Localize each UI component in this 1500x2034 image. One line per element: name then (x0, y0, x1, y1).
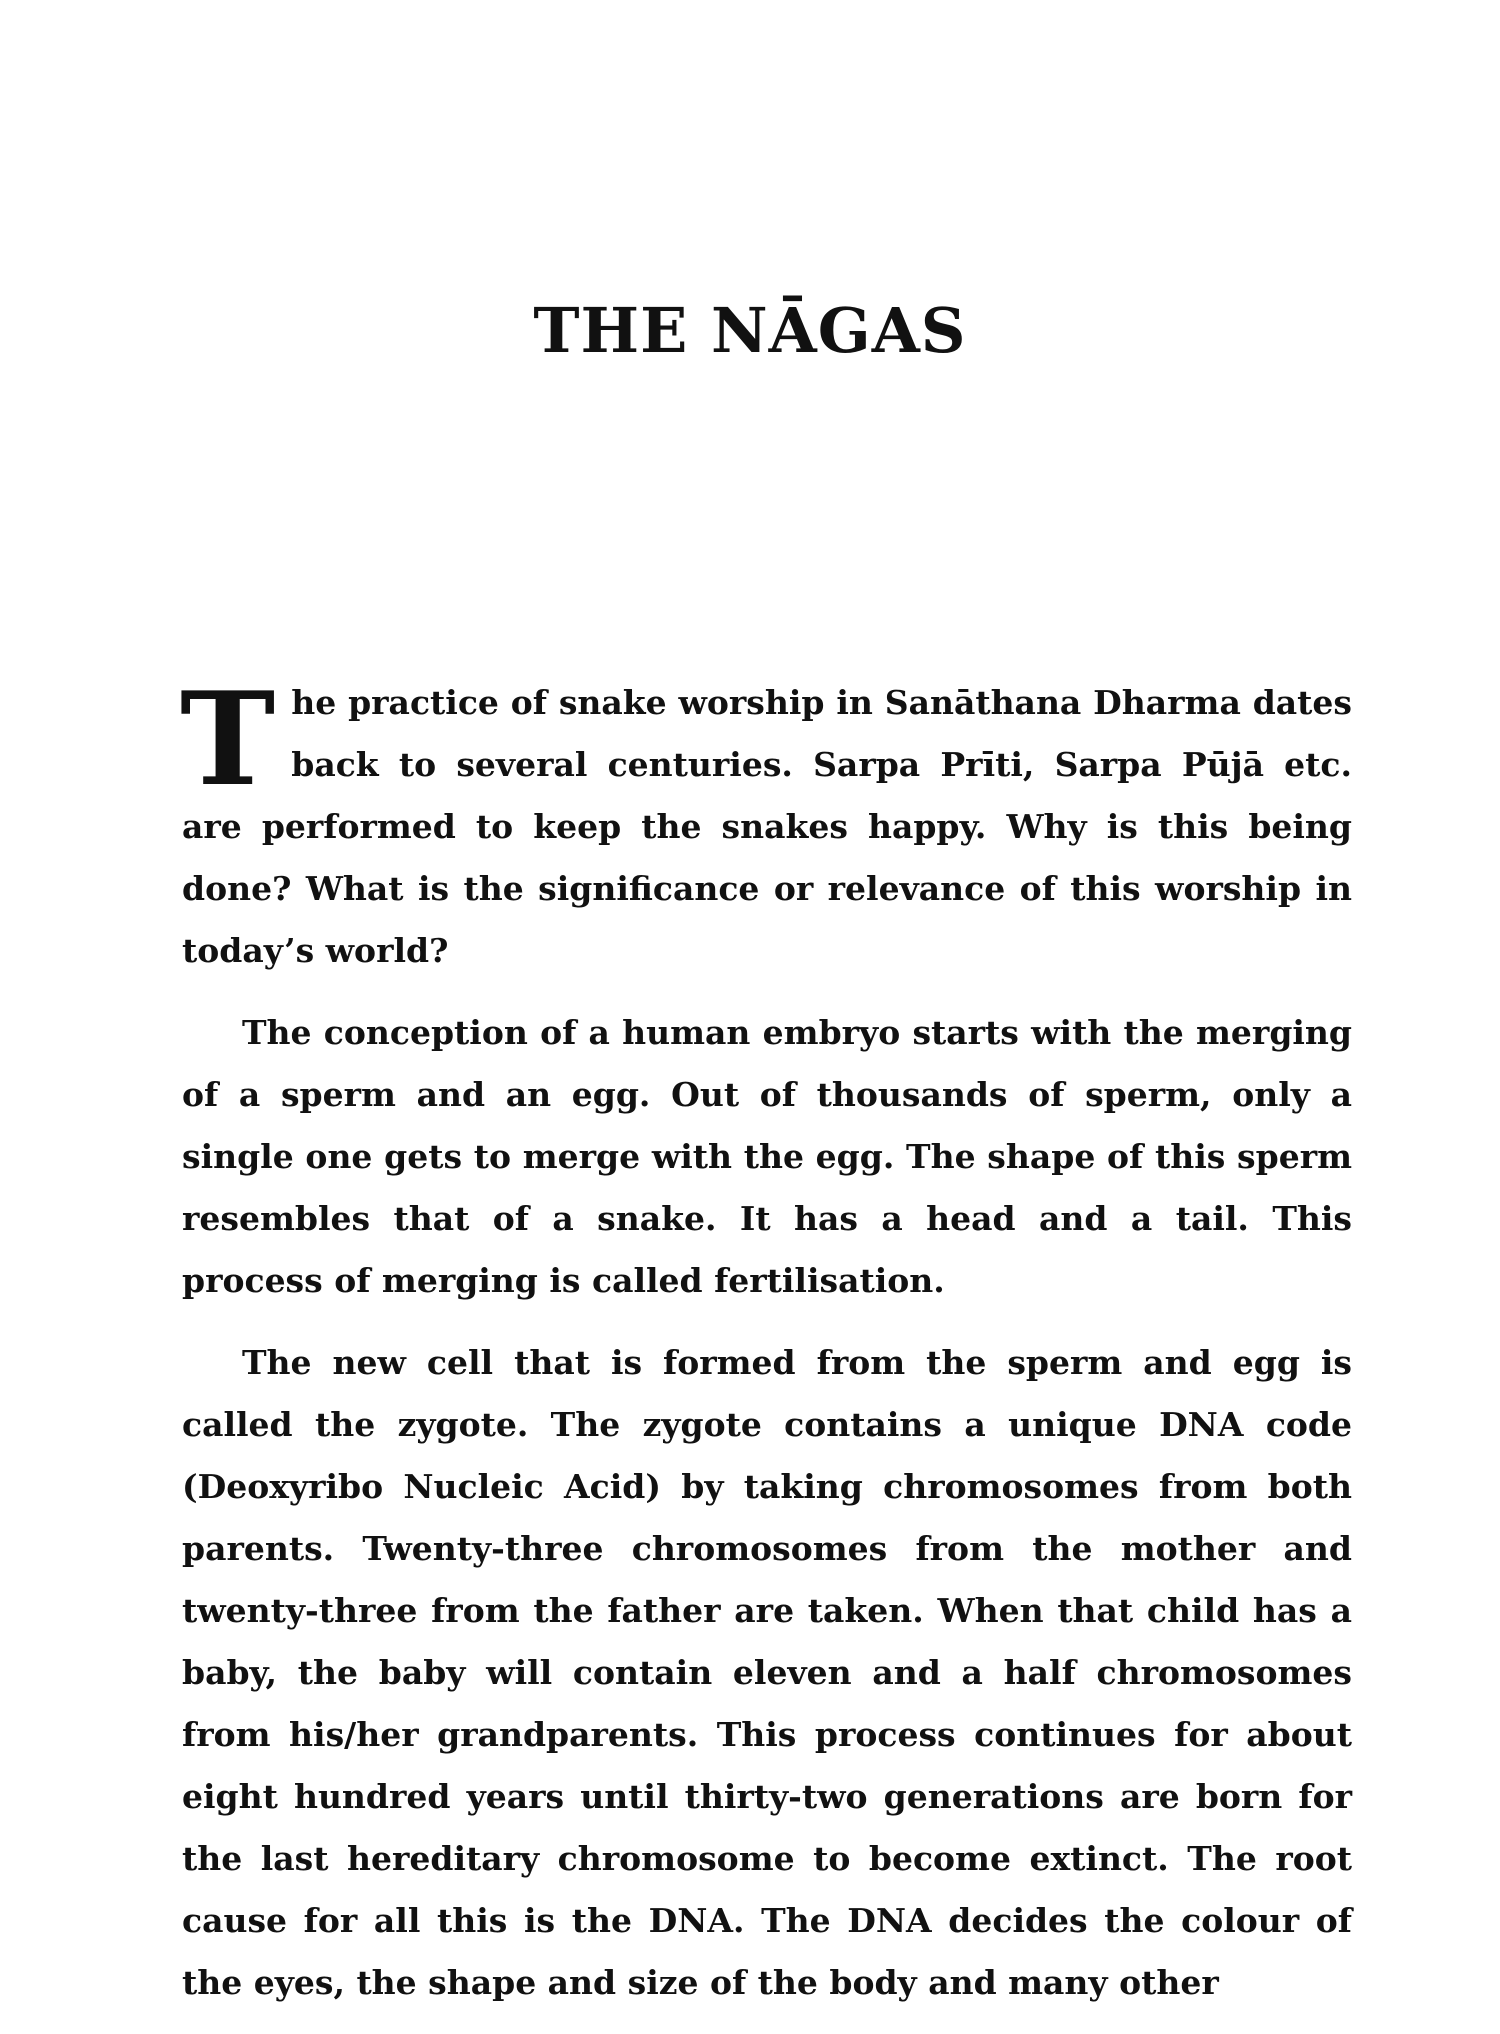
paragraph-1 (180, 665, 1352, 982)
paragraph-3: The new cell that is formed from the sperm and egg is called the zygote. The zygote contains a unique DNA code (Deoxyribo Nucleic Acid) by taking chromosomes from both parents. Twenty-three chromosomes from the mother and twenty-three from the father are taken. When that child has a baby, the baby will contain eleven and a half chromosomes from his/her grandparents. This process continues for about eight hundred years until thirty-two generations are born for the last hereditary chromosome to become extinct. The root cause for all this is the DNA. The DNA decides the colour of the eyes, the shape and size of the body and many other (182, 1343, 1352, 2002)
paragraph-1-text: he practice of snake worship in Sanāthana Dharma dates back to several centuries. Sarpa Prīti, Sarpa Pūjā etc. are performed to keep the snakes happy. Why is this being done? What is the significance or relevance of this worship in today’s world? (182, 683, 1352, 970)
paragraph-2: The conception of a human embryo starts with the merging of a sperm and an egg. Out of thousands of sperm, only a single one gets to merge with the egg. The shape of this sperm resembles that of a snake. It has a head and a tail. This process of merging is called fertilisation. (182, 1013, 1352, 1300)
drop-cap: T (180, 665, 276, 815)
body-text (180, 665, 1352, 2034)
chapter-title: THE NĀGAS (533, 294, 967, 367)
